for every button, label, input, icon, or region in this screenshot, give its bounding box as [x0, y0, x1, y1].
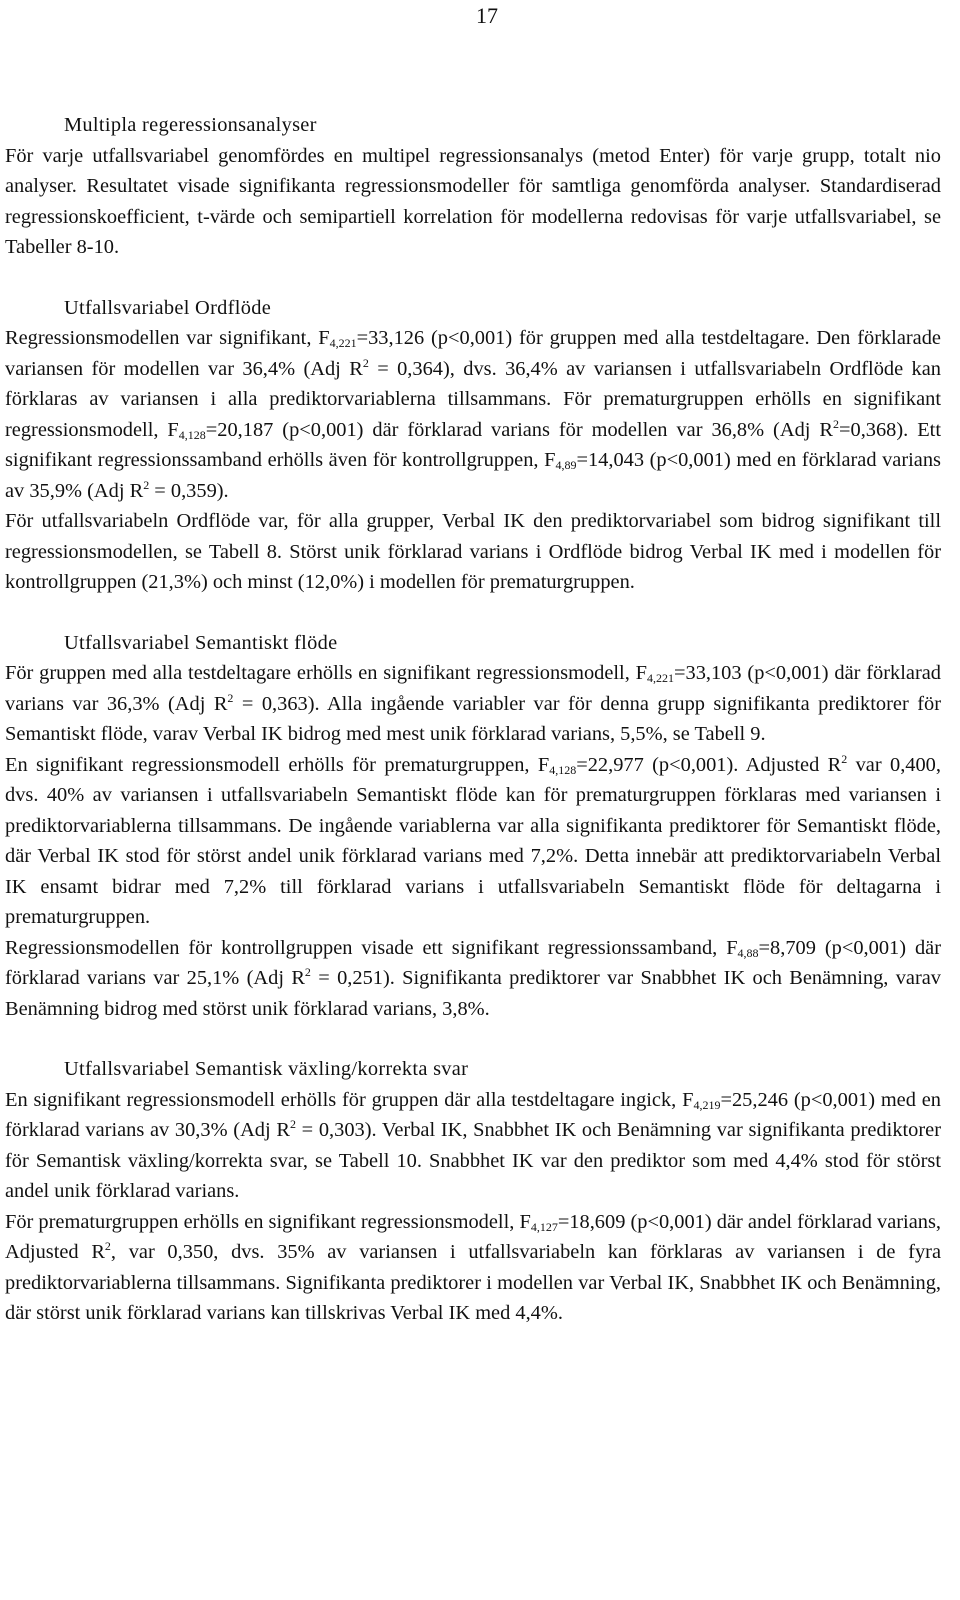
subscript: 4,221 [647, 671, 674, 685]
text-run: =0,368). Ett signifikant regressionssamband erhölls även för kontrollgruppen, F [5, 418, 947, 471]
superscript: 2 [833, 416, 839, 431]
text-run: =18,609 (p<0,001) där andel förklarad varians, Adjusted R [5, 1210, 945, 1263]
paragraph-semantiskt-all [5, 658, 947, 750]
text-run: = 0,359). [149, 479, 229, 502]
superscript: 2 [362, 355, 369, 370]
text-run: , var 0,350, dvs. 35% av variansen i utfallsvariabeln kan förklaras av variansen i de fyra prediktorvariablerna tillsammans. Signifikanta prediktorer i modellen var Verbal IK, Snabbhet IK och Benämning, där störst unik förklarad varians kan tillskrivas Verbal IK med 4,4%. [5, 1241, 947, 1324]
paragraph-semantiskt-kontroll [5, 933, 947, 1025]
paragraph-vaxling-prematur [5, 1207, 947, 1329]
text-run: För gruppen med alla testdeltagare erhölls en signifikant regressionsmodell, F [5, 662, 647, 684]
page-number: 17 [476, 3, 498, 28]
text-run: =22,977 (p<0,001). Adjusted R [576, 753, 842, 776]
text-run: =8,709 (p<0,001) där förklarad varians var 25,1% (Adj R [5, 936, 947, 989]
subscript: 4,128 [178, 427, 206, 442]
text-run: En signifikant regressionsmodell erhölls för gruppen där alla testdeltagare ingick, F [5, 1088, 694, 1111]
text-run: Regressionsmodellen var signifikant, F [5, 327, 330, 349]
subscript: 4,221 [329, 336, 357, 350]
text-run: =33,103 (p<0,001) där förklarad varians var 36,3% (Adj R [5, 662, 947, 715]
text-run: =14,043 (p<0,001) med en förklarad varians av 35,9% (Adj R [5, 449, 947, 502]
paragraph-intro: För varje utfallsvariabel genomfördes en multipel regressionsanalys (metod Enter) för varje grupp, totalt nio analyser. Resultatet visade signifikanta regressionsmodeller för samtliga genomförda analyser. Standardiserad regressionskoefficient, t-värde och semipartiell korrelation för modellerna redovisas för varje utfallsvariabel, se Tabeller 8-10. [5, 144, 941, 258]
text-run: = 0,303). Verbal IK, Snabbhet IK och Benämning var signifikanta prediktorer för Semantisk växling/korrekta svar, se Tabell 10. Snabbhet IK var den prediktor som med 4,4% stod för störst andel unik förklarad varians. [5, 1119, 947, 1202]
superscript: 2 [304, 965, 311, 979]
text-run: = 0,364), dvs. 36,4% av variansen i utfallsvariabeln Ordflöde kan förklaras av variansen i alla prediktorvariablerna tillsammans. För prematurgruppen erhölls en signifikant regressionsmodell, F [5, 357, 947, 441]
superscript: 2 [289, 1117, 296, 1131]
section-heading-ordflode: Utfallsvariabel Ordflöde [64, 296, 272, 319]
text-run: =25,246 (p<0,001) med en förklarad varians av 30,3% (Adj R [5, 1088, 947, 1141]
subscript: 4,127 [530, 1219, 558, 1234]
subscript: 4,88 [737, 945, 759, 960]
section-heading-multipla-regressionsanalyser: Multipla regeressionsanalyser [64, 114, 317, 136]
text-run: En signifikant regressionsmodell erhölls för prematurgruppen, F [5, 753, 550, 776]
text-run: För prematurgruppen erhölls en signifikant regressionsmodell, F [5, 1210, 531, 1233]
text-run: var 0,400, dvs. 40% av variansen i utfallsvariabeln Semantiskt flöde kan för prematurgruppen förklaras med variansen i prediktorvariablerna tillsammans. De ingående variablerna var alla signifikanta prediktorer för Semantiskt flöde, där Verbal IK stod för störst andel unik förklarad varians med 7,2%. Detta innebär att prediktorvariabeln Verbal IK ensamt bidrar med 7,2% till förklarad varians i utfallsvariabeln Semantiskt flöde för deltagarna i prematurgruppen. [5, 753, 947, 928]
text-run: =20,187 (p<0,001) där förklarad varians för modellen var 36,8% (Adj R [205, 418, 833, 441]
text-run: Regressionsmodellen för kontrollgruppen visade ett signifikant regressionssamband, F [5, 936, 738, 959]
subscript: 4,89 [555, 458, 577, 472]
subscript: 4,128 [549, 762, 577, 777]
text-run: = 0,363). Alla ingående variabler var för denna grupp signifikanta prediktorer för Semantiskt flöde, varav Verbal IK bidrog med mest unik förklarad varians, 5,5%, se Tabell 9. [5, 692, 947, 745]
superscript: 2 [841, 751, 848, 766]
section-heading-semantisk-vaxling: Utfallsvariabel Semantisk växling/korrekta svar [64, 1058, 469, 1080]
paragraph-ordflode-predictors: För utfallsvariabeln Ordflöde var, för alla grupper, Verbal IK den prediktorvariabel som bidrog signifikant till regressionsmodellen, se Tabell 8. Störst unik förklarad varians i Ordflöde bidrog Verbal IK med i modellen för kontrollgruppen (21,3%) och minst (12,0%) i modellen för prematurgruppen. [5, 510, 941, 593]
paragraph-vaxling-all [5, 1085, 947, 1207]
subscript: 4,219 [693, 1097, 721, 1112]
document-body [5, 110, 947, 1329]
paragraph-semantiskt-prematur [5, 750, 947, 933]
text-run: =33,126 (p<0,001) för gruppen med alla testdeltagare. Den förklarade variansen för modellen var 36,4% (Adj R [5, 327, 947, 380]
superscript: 2 [143, 477, 150, 492]
section-heading-semantiskt-flode: Utfallsvariabel Semantiskt flöde [64, 631, 338, 654]
paragraph-ordflode-model [5, 323, 947, 506]
text-run: = 0,251). Signifikanta prediktorer var Snabbhet IK och Benämning, varav Benämning bidrog med störst unik förklarad varians, 3,8%. [5, 967, 947, 1020]
superscript: 2 [227, 690, 234, 705]
superscript: 2 [104, 1239, 111, 1253]
